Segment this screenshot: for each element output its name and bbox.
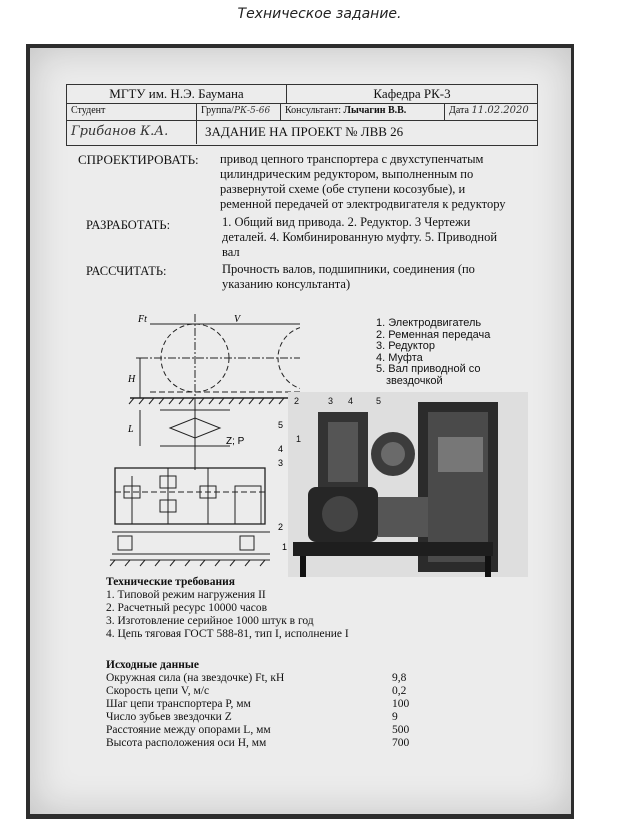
scheme-l-label: L <box>128 424 134 435</box>
data-row <box>106 685 436 698</box>
group-value: РК-5-66 <box>233 106 271 116</box>
scheme-callout-3: 3 <box>278 458 284 468</box>
consultant-cell <box>281 104 445 120</box>
data-row <box>106 711 436 724</box>
student-label: Студент <box>67 104 197 120</box>
header-row-1 <box>67 85 537 104</box>
data-label: Высота расположения оси H, мм <box>106 737 267 749</box>
develop-text <box>222 215 497 260</box>
department-cell: Кафедра РК-3 <box>373 86 451 101</box>
photo-callout-4: 4 <box>348 396 354 406</box>
scheme-callout-5: 5 <box>278 420 284 430</box>
kinematic-scheme <box>100 310 300 580</box>
calculate-line: Прочность валов, подшипники, соединения (по <box>222 262 475 276</box>
develop-line: 1. Общий вид привода. 2. Редуктор. 3 Чертежи <box>222 215 471 229</box>
scheme-h-label: H <box>128 374 136 385</box>
date-label: Дата <box>449 105 469 116</box>
design-line: ременной передачей от электродвигателя к редуктору <box>220 197 506 211</box>
header-row-2 <box>67 104 537 121</box>
legend-item: 2. Ременная передача <box>376 328 491 341</box>
data-label: Скорость цепи V, м/с <box>106 685 210 697</box>
component-legend <box>376 318 490 387</box>
data-label: Расстояние между опорами L, мм <box>106 724 271 736</box>
data-value: 500 <box>392 724 410 736</box>
requirements-section <box>106 576 349 641</box>
data-value: 100 <box>392 698 410 710</box>
data-value: 700 <box>392 737 410 749</box>
photo-callout-3: 3 <box>328 396 334 406</box>
data-label: Число зубьев звездочки Z <box>106 711 232 723</box>
scheme-zp-label: Z; P <box>226 436 245 447</box>
page-heading: Техническое задание. <box>237 6 402 22</box>
legend-item: 3. Редуктор <box>376 340 435 352</box>
scheme-callout-4: 4 <box>278 444 284 454</box>
consultant-name: Лычагин В.В. <box>343 105 407 116</box>
initial-data-section <box>106 659 436 750</box>
design-line: развернутой схеме (обе ступени косозубые), и <box>220 182 466 196</box>
photo-callout-5: 5 <box>376 396 382 406</box>
requirement-item: 1. Типовой режим нагружения II <box>106 589 266 601</box>
legend-item: 1. Электродвигатель <box>376 317 482 329</box>
design-line: привод цепного транспортера с двухступенчатым <box>220 152 484 166</box>
initial-data-title: Исходные данные <box>106 659 199 671</box>
date-value: 11.02.2020 <box>471 105 529 116</box>
design-text <box>220 152 506 212</box>
legend-item: звездочкой <box>386 374 443 387</box>
data-row <box>106 672 436 685</box>
consultant-label: Консультант: <box>285 105 341 116</box>
data-value: 9,8 <box>392 672 407 684</box>
scheme-callout-2: 2 <box>278 522 284 532</box>
task-title: ЗАДАНИЕ НА ПРОЕКТ № ЛВВ 26 <box>205 124 404 139</box>
design-line: цилиндрическим редуктором, выполненным по <box>220 167 474 181</box>
data-value: 9 <box>392 711 398 723</box>
student-name: Грибанов К.А. <box>67 121 197 144</box>
date-cell <box>445 104 537 120</box>
group-cell: Группа/РК-5-66 <box>197 104 281 120</box>
drive-photo <box>288 392 528 577</box>
design-label: СПРОЕКТИРОВАТЬ: <box>78 152 199 167</box>
develop-line: деталей. 4. Комбинированную муфту. 5. Приводной <box>222 230 498 244</box>
photo-callout-2: 2 <box>294 396 300 406</box>
group-label: Группа <box>201 105 232 116</box>
legend-item: 4. Муфта <box>376 351 423 364</box>
data-row <box>106 698 436 711</box>
scheme-callout-1: 1 <box>282 542 288 552</box>
requirements-title: Технические требования <box>106 576 235 588</box>
legend-item: 5. Вал приводной со <box>376 363 481 375</box>
photo-callout-1: 1 <box>296 434 302 444</box>
header-row-3 <box>67 121 537 144</box>
calculate-label: РАССЧИТАТЬ: <box>86 264 167 278</box>
data-label: Шаг цепи транспортера P, мм <box>106 698 251 710</box>
data-label: Окружная сила (на звездочке) Ft, кН <box>106 672 285 684</box>
form-header-table <box>66 84 538 146</box>
data-row <box>106 724 436 737</box>
requirement-item: 3. Изготовление серийное 1000 штук в год <box>106 615 314 627</box>
requirement-item: 2. Расчетный ресурс 10000 часов <box>106 602 268 614</box>
develop-line: вал <box>222 245 240 259</box>
calculate-text <box>222 262 475 292</box>
develop-label: РАЗРАБОТАТЬ: <box>86 218 171 232</box>
data-value: 0,2 <box>392 685 407 697</box>
requirement-item: 4. Цепь тяговая ГОСТ 588-81, тип I, исполнение I <box>106 628 349 640</box>
scheme-v-label: V <box>234 314 241 325</box>
scheme-ft-label: Ft <box>138 314 147 325</box>
calculate-line: указанию консультанта) <box>222 277 351 291</box>
university-cell: МГТУ им. Н.Э. Баумана <box>67 85 287 103</box>
data-row <box>106 737 436 750</box>
